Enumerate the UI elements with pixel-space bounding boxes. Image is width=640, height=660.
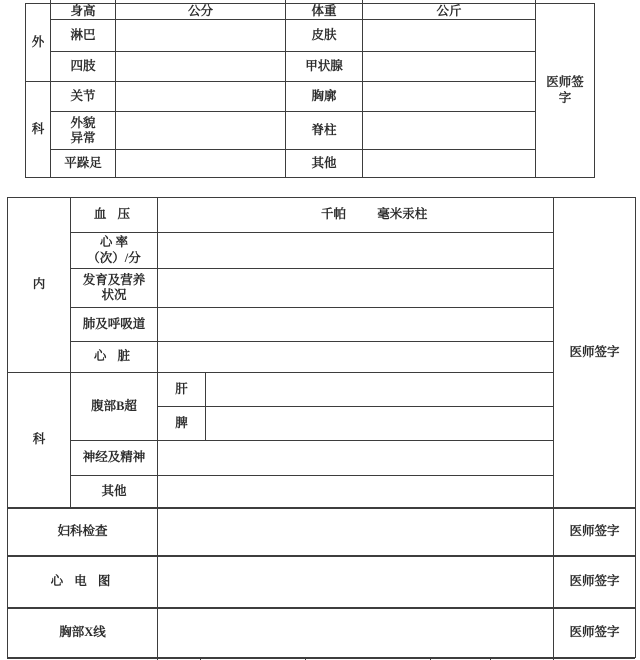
row-label-other-internal: 其他 [71,476,158,508]
row-value-joints[interactable] [116,82,286,112]
row-value-blood-pressure[interactable] [158,198,554,233]
table-row [8,233,636,269]
row-label-other-surgery: 其他 [286,150,363,178]
internal-department-label-2: 科 [8,373,71,508]
row-value-gynecology[interactable] [158,508,554,556]
row-label-thyroid: 甲状腺 [286,52,363,82]
row-label-ecg [8,556,158,608]
row-value-flatfoot[interactable] [116,150,286,178]
internal-signature-text: 医师签字 [569,344,620,359]
internal-section-table [7,197,636,658]
row-label-height: 身高 [51,4,116,20]
row-label-neuro-psych: 神经及精神 [71,441,158,476]
row-label-lungs-airway: 肺及呼吸道 [71,308,158,342]
table-row [8,508,636,556]
surgery-signature-cell[interactable] [536,4,595,178]
row-value-other-surgery[interactable] [363,150,536,178]
row-label-blood-pressure [71,198,158,233]
row-value-thorax[interactable] [363,82,536,112]
row-value-skin[interactable] [363,20,536,52]
row-label-spine: 脊柱 [286,112,363,150]
row-label-chest-xray: 胸部X线 [8,608,158,658]
row-value-limbs[interactable] [116,52,286,82]
table-row [8,608,636,658]
row-label-appearance-abnormality [51,112,116,150]
table-row [8,476,636,508]
row-value-lungs-airway[interactable] [158,308,554,342]
row-value-development-nutrition[interactable] [158,269,554,308]
chest-xray-signature-cell[interactable] [554,608,636,658]
table-row [8,269,636,308]
table-row [26,150,595,178]
row-label-thorax: 胸廓 [286,82,363,112]
row-label-development-nutrition [71,269,158,308]
row-value-height[interactable]: 公分 [116,4,286,20]
table-row [8,441,636,476]
gynecology-signature-text: 医师签字 [569,523,620,538]
row-label-development-nutrition-text: 发育及营养 状况 [82,272,146,302]
row-label-gynecology: 妇科检查 [8,508,158,556]
blood-pressure-units: 千帕 毫米汞柱 [321,207,428,222]
internal-signature-cell[interactable] [554,198,636,508]
surgery-department-label-1: 外 [26,4,51,82]
table-row [26,20,595,52]
row-value-spleen[interactable] [206,407,554,441]
row-label-heart-rate [71,233,158,269]
row-value-thyroid[interactable] [363,52,536,82]
internal-department-label-1: 内 [8,198,71,373]
table-row [26,4,595,20]
table-row [26,112,595,150]
row-value-lymph[interactable] [116,20,286,52]
row-label-flatfoot: 平跺足 [51,150,116,178]
table-row [26,82,595,112]
row-value-heart[interactable] [158,342,554,373]
row-label-liver: 肝 [158,373,206,407]
row-value-appearance-abnormality[interactable] [116,112,286,150]
table-row [8,342,636,373]
chest-xray-signature-text: 医师签字 [569,625,620,640]
ecg-signature-cell[interactable] [554,556,636,608]
surgery-signature-text: 医师签 字 [546,75,584,105]
ecg-signature-text: 医师签字 [569,573,620,588]
row-label-abdominal-ultrasound: 腹部B超 [71,373,158,441]
row-label-heart [71,342,158,373]
row-label-limbs: 四肢 [51,52,116,82]
row-label-skin: 皮肤 [286,20,363,52]
row-value-spine[interactable] [363,112,536,150]
row-value-neuro-psych[interactable] [158,441,554,476]
row-label-blood-pressure-text: 血 压 [93,207,135,222]
table-row [8,308,636,342]
table-row [8,373,636,407]
table-row [26,52,595,82]
row-label-joints: 关节 [51,82,116,112]
row-label-appearance-abnormality-text: 外貌 异常 [70,115,96,145]
row-value-other-internal[interactable] [158,476,554,508]
row-value-ecg[interactable] [158,556,554,608]
surgery-department-label-2: 科 [26,82,51,178]
row-value-liver[interactable] [206,373,554,407]
row-value-chest-xray[interactable] [158,608,554,658]
table-row [8,198,636,233]
surgery-section-table [25,3,595,178]
table-row [8,556,636,608]
row-label-lymph: 淋巴 [51,20,116,52]
row-label-heart-text: 心 脏 [93,349,135,364]
row-label-spleen: 脾 [158,407,206,441]
row-label-ecg-text: 心 电 图 [50,573,115,588]
row-value-weight[interactable]: 公斤 [363,4,536,20]
row-label-weight: 体重 [286,4,363,20]
gynecology-signature-cell[interactable] [554,508,636,556]
row-label-heart-rate-text: 心 率 （次）/分 [87,235,141,265]
row-value-heart-rate[interactable] [158,233,554,269]
